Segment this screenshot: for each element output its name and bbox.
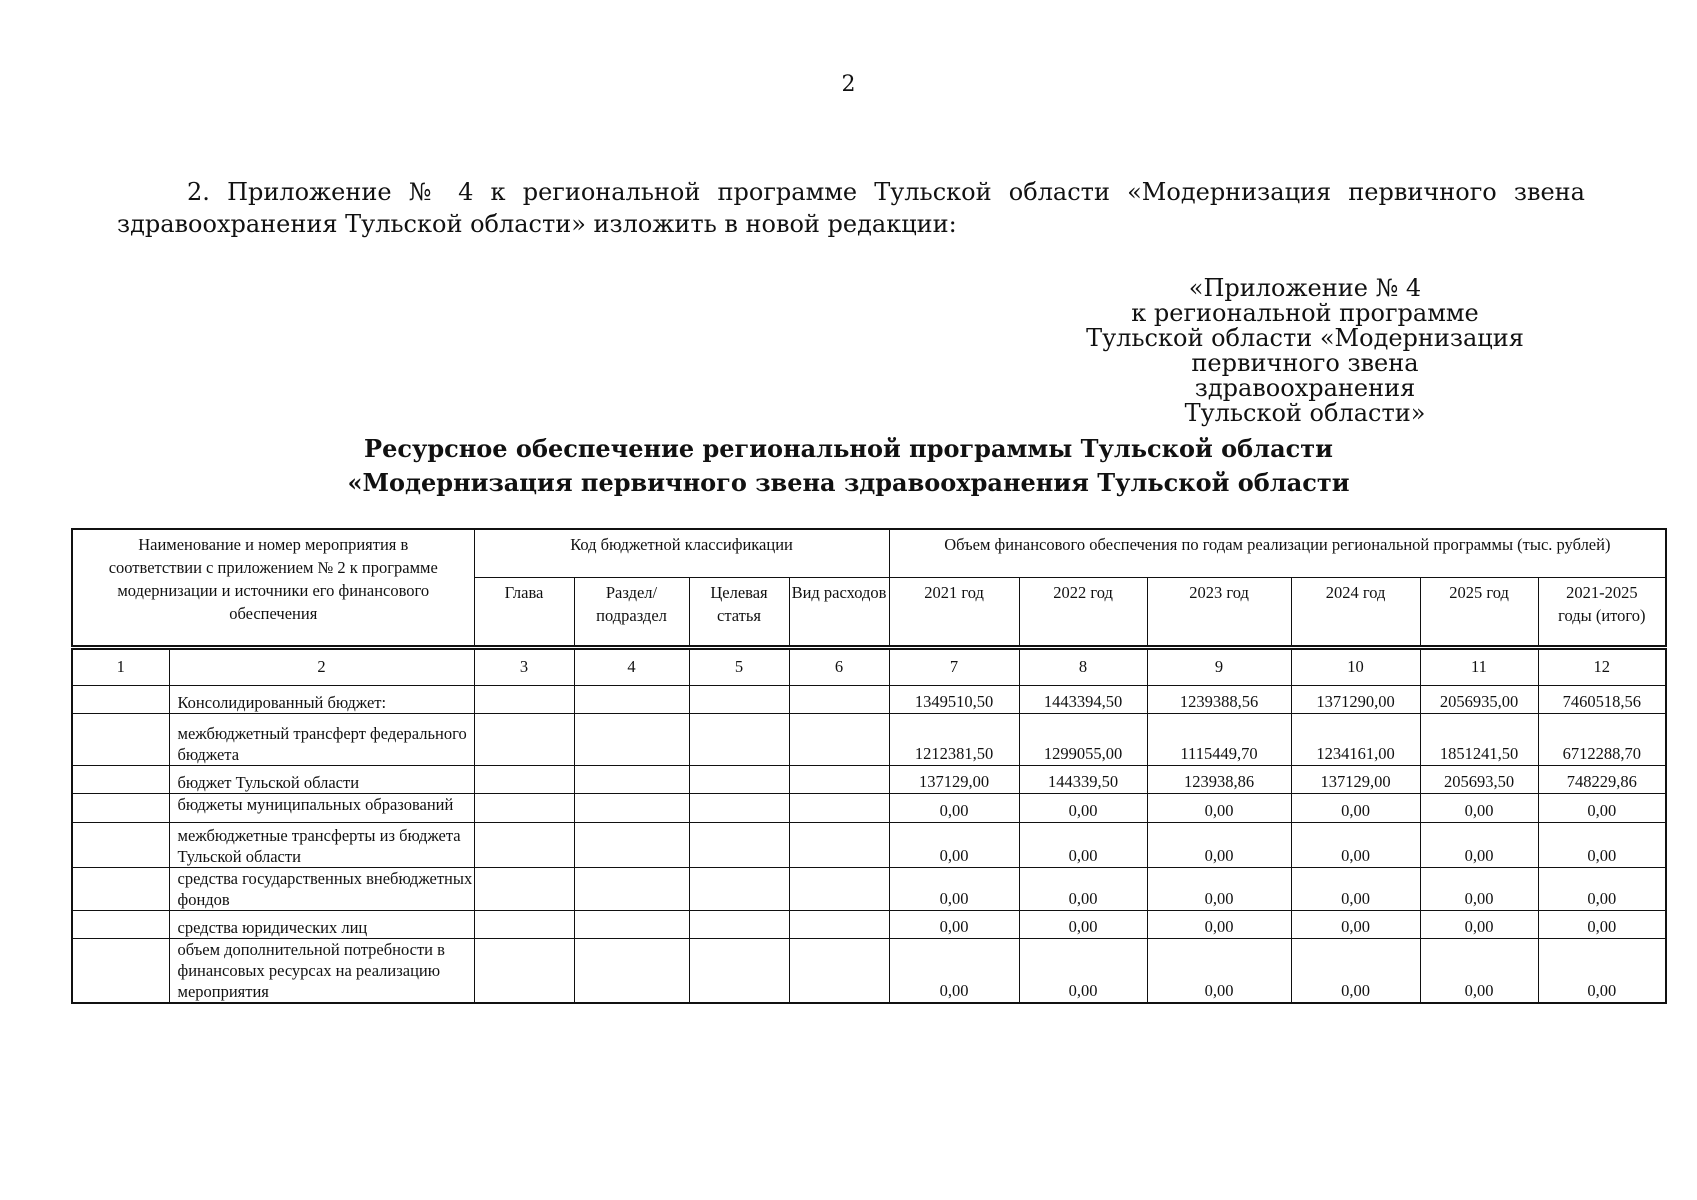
column-number: 10 xyxy=(1291,649,1420,685)
value-total: 0,00 xyxy=(1538,910,1666,938)
header-year-2024: 2024 год xyxy=(1291,577,1420,646)
value-2023: 0,00 xyxy=(1147,822,1291,867)
header-code-glava: Глава xyxy=(474,577,574,646)
column-number: 1 xyxy=(72,649,169,685)
column-number: 11 xyxy=(1420,649,1538,685)
value-2025: 0,00 xyxy=(1420,910,1538,938)
column-number: 7 xyxy=(889,649,1019,685)
table-row xyxy=(72,765,1666,793)
row-name: Консолидированный бюджет: xyxy=(169,685,474,713)
header-code-razdel: Раздел/ подраздел xyxy=(574,577,689,646)
value-2021: 0,00 xyxy=(889,938,1019,1003)
value-2024: 0,00 xyxy=(1291,938,1420,1003)
value-2025: 2056935,00 xyxy=(1420,685,1538,713)
header-code-statya: Целевая статья xyxy=(689,577,789,646)
table-row xyxy=(72,793,1666,822)
value-2022: 0,00 xyxy=(1019,793,1147,822)
row-name: средства юридических лиц xyxy=(169,910,474,938)
value-2024: 1234161,00 xyxy=(1291,713,1420,765)
title-line-1: Ресурсное обеспечение региональной программы Тульской области xyxy=(364,434,1333,463)
intro-line-1: 2. Приложение № 4 к региональной программе Тульской области «Модернизация первичного звена xyxy=(187,178,1585,206)
value-2025: 0,00 xyxy=(1420,793,1538,822)
value-2023: 0,00 xyxy=(1147,793,1291,822)
table-row xyxy=(72,822,1666,867)
header-year-2021: 2021 год xyxy=(889,577,1019,646)
value-2025: 0,00 xyxy=(1420,938,1538,1003)
column-number: 2 xyxy=(169,649,474,685)
value-2021: 0,00 xyxy=(889,793,1019,822)
appendix-line: Тульской области «Модернизация xyxy=(1086,324,1524,352)
header-code-vid: Вид расходов xyxy=(789,577,889,646)
header-year-total: 2021-2025 годы (итого) xyxy=(1538,577,1666,646)
value-2023: 0,00 xyxy=(1147,938,1291,1003)
value-2025: 0,00 xyxy=(1420,822,1538,867)
value-2022: 144339,50 xyxy=(1019,765,1147,793)
header-year-2023: 2023 год xyxy=(1147,577,1291,646)
row-name: межбюджетные трансферты из бюджета Тульской области xyxy=(169,822,474,867)
column-number: 5 xyxy=(689,649,789,685)
table-row xyxy=(72,713,1666,765)
value-2022: 0,00 xyxy=(1019,938,1147,1003)
page-number: 2 xyxy=(841,72,856,97)
appendix-reference xyxy=(1085,276,1525,426)
value-2021: 0,00 xyxy=(889,867,1019,910)
row-name: бюджет Тульской области xyxy=(169,765,474,793)
value-total: 0,00 xyxy=(1538,793,1666,822)
header-year-2022: 2022 год xyxy=(1019,577,1147,646)
column-number: 4 xyxy=(574,649,689,685)
value-2022: 1299055,00 xyxy=(1019,713,1147,765)
appendix-line: «Приложение № 4 xyxy=(1188,274,1422,302)
intro-line-2: здравоохранения Тульской области» изложить в новой редакции: xyxy=(117,210,957,238)
value-2023: 0,00 xyxy=(1147,910,1291,938)
document-title xyxy=(0,432,1697,500)
appendix-line: Тульской области» xyxy=(1184,399,1426,427)
value-2024: 0,00 xyxy=(1291,822,1420,867)
value-2022: 0,00 xyxy=(1019,822,1147,867)
value-total: 748229,86 xyxy=(1538,765,1666,793)
value-2025: 1851241,50 xyxy=(1420,713,1538,765)
value-total: 6712288,70 xyxy=(1538,713,1666,765)
column-number: 8 xyxy=(1019,649,1147,685)
title-line-2: «Модернизация первичного звена здравоохранения Тульской области xyxy=(347,468,1350,497)
header-finance-volume: Объем финансового обеспечения по годам реализации региональной программы (тыс. рублей) xyxy=(889,529,1666,577)
column-number: 9 xyxy=(1147,649,1291,685)
table-header xyxy=(71,528,1667,647)
value-2024: 1371290,00 xyxy=(1291,685,1420,713)
value-total: 0,00 xyxy=(1538,822,1666,867)
header-name-column: Наименование и номер мероприятия в соответствии с приложением № 2 к программе модернизации и источники его финансового обеспечения xyxy=(72,529,474,646)
row-name: бюджеты муниципальных образований xyxy=(177,794,454,814)
value-2023: 0,00 xyxy=(1147,867,1291,910)
value-2021: 1349510,50 xyxy=(889,685,1019,713)
value-2022: 1443394,50 xyxy=(1019,685,1147,713)
table-row xyxy=(72,938,1666,1003)
table-body xyxy=(71,648,1667,1004)
column-number: 3 xyxy=(474,649,574,685)
value-2021: 0,00 xyxy=(889,822,1019,867)
header-budget-code: Код бюджетной классификации xyxy=(474,529,889,577)
value-total: 7460518,56 xyxy=(1538,685,1666,713)
table-row xyxy=(72,685,1666,713)
value-2021: 1212381,50 xyxy=(889,713,1019,765)
value-total: 0,00 xyxy=(1538,867,1666,910)
value-2024: 0,00 xyxy=(1291,793,1420,822)
value-2025: 205693,50 xyxy=(1420,765,1538,793)
value-2021: 0,00 xyxy=(889,910,1019,938)
table-row xyxy=(72,910,1666,938)
column-number: 12 xyxy=(1538,649,1666,685)
value-2023: 1115449,70 xyxy=(1147,713,1291,765)
value-2024: 0,00 xyxy=(1291,867,1420,910)
appendix-line: к региональной программе xyxy=(1131,299,1479,327)
row-name: объем дополнительной потребности в финансовых ресурсах на реализацию мероприятия xyxy=(169,938,474,1003)
value-2022: 0,00 xyxy=(1019,910,1147,938)
column-numbers-row xyxy=(72,649,1666,685)
value-2024: 0,00 xyxy=(1291,910,1420,938)
header-year-2025: 2025 год xyxy=(1420,577,1538,646)
row-name: средства государственных внебюджетных фондов xyxy=(169,867,474,910)
value-2021: 137129,00 xyxy=(889,765,1019,793)
appendix-line: первичного звена здравоохранения xyxy=(1191,349,1419,402)
value-2023: 1239388,56 xyxy=(1147,685,1291,713)
value-2025: 0,00 xyxy=(1420,867,1538,910)
value-total: 0,00 xyxy=(1538,938,1666,1003)
value-2024: 137129,00 xyxy=(1291,765,1420,793)
value-2023: 123938,86 xyxy=(1147,765,1291,793)
table-row xyxy=(72,867,1666,910)
row-name: межбюджетный трансферт федерального бюджета xyxy=(169,713,474,765)
intro-paragraph xyxy=(117,176,1585,240)
column-number: 6 xyxy=(789,649,889,685)
value-2022: 0,00 xyxy=(1019,867,1147,910)
